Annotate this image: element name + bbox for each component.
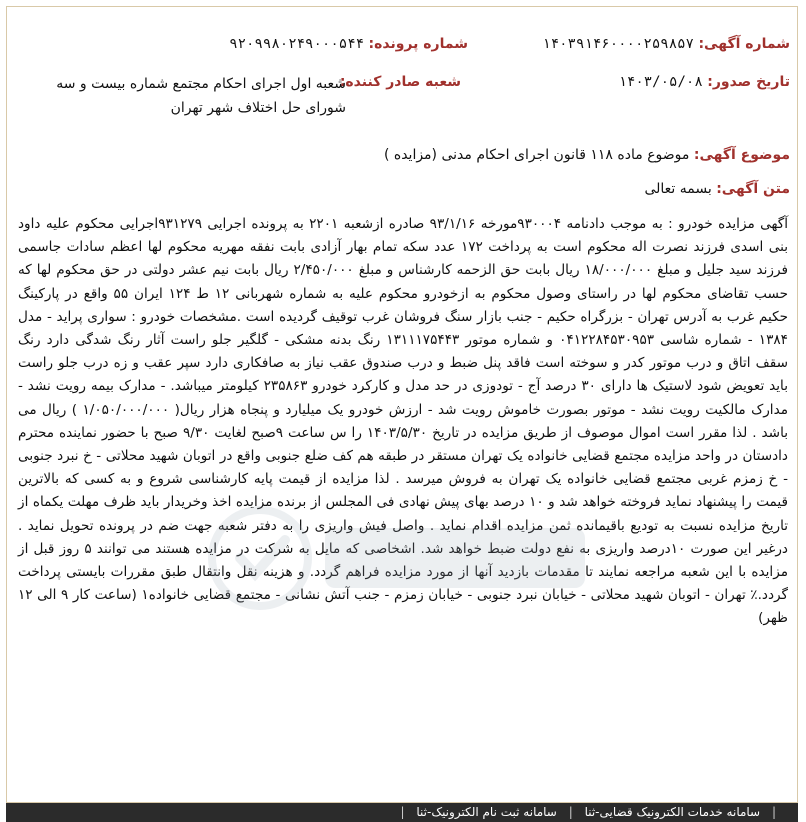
issuer-label-row <box>340 74 461 90</box>
notice-body: آگهی مزایده خودرو : به موجب دادنامه ۹۳۰۰۰۴مورخه ۹۳/۱/۱۶ صادره ازشعبه ۲۲۰۱ به پرونده اجرایی ۹۳۱۲۷۹اجرایی محکوم علیه داود بنی اسدی فرزند نصرت اله محکوم است به پرداخت ۱۷۲ عدد سکه تمام بهار آزادی بابت نفقه مهریه محکوم لها اعظم سادات جاسمی فرزند سید جلیل و مبلغ ۱۸/۰۰۰/۰۰۰ ریال بابت حق الزحمه کارشناس و مبلغ ۲/۴۵۰/۰۰۰ ریال بابت نیم عشر دولتی در حق محکوم لها که حسب تقاضای محکوم لها در راستای وصول محکوم به ازخودرو محکوم علیه به شماره شهربانی ۱۲ ط ۱۲۴ ایران ۵۵ واقع در پارکینگ حکیم غرب به آدرس تهران - بزرگراه حکیم - جنب بازار سنگ فروشان غرب توقیف گردیده است .مشخصات خودرو : سواری پراید - مدل ۱۳۸۴ - شماره شاسی ۰۴۱۲۲۸۴۵۳۰۹۵۳ و شماره موتور ۱۳۱۱۱۷۵۴۴۳ رنگ بدنه مشکی - گلگیر جلو راست آثار رنگ شدگی دارد رنگ سقف اتاق و درب موتور کدر و سوخته است فاقد پنل ضبط و درب صندوق عقب نیاز به صافکاری دارد سپر عقب و زه درب جلو راست باید تعویض شود لاستیک ها دارای ۳۰ درصد آج - تودوزی در حد مدل و کارکرد خودرو ۲۳۵۸۶۳ کیلومتر میباشد. - مدارک بیمه رویت نشد - مدارک مالکیت رویت نشد - موتور بصورت خاموش رویت شد - ارزش خودرو یک میلیارد و پنجاه هزار ریال( ۱/۰۵۰/۰۰۰/۰۰۰ ) ریال می باشد . لذا مقرر است اموال موصوف از طریق مزایده در تاریخ ۱۴۰۳/۵/۳۰ را س ساعت ۹صبح لغایت ۹/۳۰ صبح با حضور نماینده محترم دادستان در واحد مزایده مجتمع قضایی خانواده یک تهران مستقر در طبقه هم کف ضلع جنوبی واقع در اتوبان شهید محلاتی - خ نبرد جنوبی - خ زمزم غربی مجتمع قضایی خانواده یک تهران به فروش میرسد . لذا مزایده از قیمت پایه کارشناسی شروع و به کسی که بالاترین قیمت را پیشنهاد نماید فروخته خواهد شد و ۱۰ درصد بهای پیش نهادی فی المجلس از برنده مزایده اخذ وخریدار باید ظرف مهلت یکماه از تاریخ مزایده نسبت به تودیع باقیمانده ثمن مزایده اقدام نماید . واصل فیش واریزی را به دفتر شعبه جهت ضم در پرونده تحویل نماید . درغیر این صورت ۱۰درصد واریزی به نفع دولت ضبط خواهد شد. اشخاصی که مایل به شرکت در مزایده هستند می توانند ۵ روز قبل از مزایده با این شعبه مراجعه نمایند تا مقدمات بازدید آنها از مورد مزایده فراهم گردد. و هزینه نقل وانتقال طبق مقررات بایستی پرداخت گردد.٪ تهران - اتوبان شهید محلاتی - خیابان نبرد جنوبی - خیابان زمزم - جنب آتش نشانی - مجتمع قضایی خانواده۱ (ساعت کار ۹ الی ۱۲ ظهر) <box>18 216 789 627</box>
text-label: متن آگهی: <box>716 181 790 197</box>
case-number-value: ۹۲۰۹۹۸۰۲۴۹۰۰۰۵۴۴ <box>229 36 365 52</box>
subject-label: موضوع آگهی: <box>693 147 790 163</box>
case-number-row <box>229 36 468 52</box>
text-label-row <box>644 181 790 197</box>
ad-number-row <box>542 36 790 52</box>
issue-date-value: ۱۴۰۳/۰۵/۰۸ <box>618 74 703 90</box>
footer-separator: | <box>771 805 776 819</box>
subject-row <box>384 147 790 163</box>
issue-date-row <box>618 74 790 90</box>
issuer-value: شعبه اول اجرای احکام مجتمع شماره بیست و سه شورای حل اختلاف شهر تهران <box>56 76 346 116</box>
footer-separator: | <box>568 805 573 819</box>
footer-separator: | <box>400 805 405 819</box>
issuer-label: شعبه صادر کننده: <box>339 74 461 90</box>
ad-number-label: شماره آگهی: <box>698 36 790 52</box>
case-number-label: شماره پرونده: <box>368 36 468 52</box>
ad-number-value: ۱۴۰۳۹۱۴۶۰۰۰۰۲۵۹۸۵۷ <box>542 36 694 52</box>
footer-link-sana-services[interactable]: سامانه خدمات الکترونیک قضایی-ثنا <box>584 805 761 819</box>
footer-bar <box>6 803 798 822</box>
footer-link-sana-registration[interactable]: سامانه ثبت نام الکترونیک-ثنا <box>416 805 557 819</box>
text-opening: بسمه تعالی <box>644 181 712 197</box>
issue-date-label: تاریخ صدور: <box>707 74 790 90</box>
subject-value: موضوع ماده ۱۱۸ قانون اجرای احکام مدنی (مزایده ) <box>383 147 690 163</box>
